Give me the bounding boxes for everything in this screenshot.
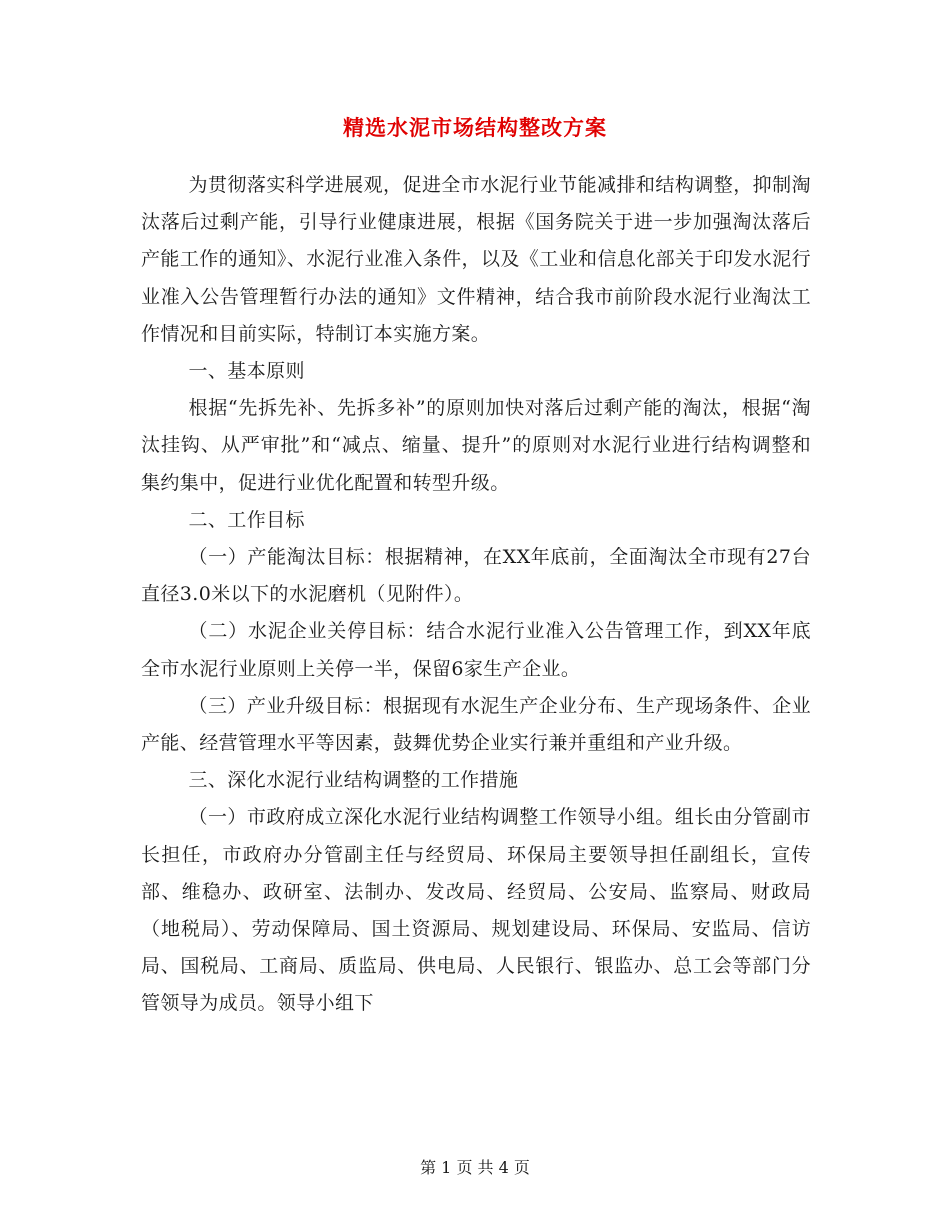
document-title: 精选水泥市场结构整改方案 [343, 115, 607, 140]
paragraph-goal-3: （三）产业升级目标：根据现有水泥生产企业分布、生产现场条件、企业产能、经营管理水平等因素，鼓舞优势企业实行兼并重组和产业升级。 [141, 694, 811, 755]
section-heading-work-goals: 二、工作目标 [188, 508, 305, 531]
paragraph-goal-2: （二）水泥企业关停目标：结合水泥行业准入公告管理工作，到XX年底全市水泥行业原则上关停一半，保留6家生产企业。 [141, 620, 811, 680]
paragraph-principles: 根据“先拆先补、先拆多补”的原则加快对落后过剩产能的淘汰，根据“淘汰挂钩、从严审批”和“减点、缩量、提升”的原则对水泥行业进行结构调整和集约集中，促进行业优化配置和转型升级。 [141, 397, 811, 494]
paragraph-measure-1: （一）市政府成立深化水泥行业结构调整工作领导小组。组长由分管副市长担任，市政府办分管副主任与经贸局、环保局主要领导担任副组长，宣传部、维稳办、政研室、法制办、发改局、经贸局、公安局、监察局、财政局（地税局）、劳动保障局、国土资源局、规划建设局、环保局、安监局、信访局、国税局、工商局、质监局、供电局、人民银行、银监办、总工会等部门分管领导为成员。领导小组下 [141, 806, 811, 1015]
page-number-footer: 第 1 页 共 4 页 [420, 1158, 530, 1177]
paragraph-intro: 为贯彻落实科学进展观，促进全市水泥行业节能减排和结构调整，抑制淘汰落后过剩产能，引导行业健康进展，根据《国务院关于进一步加强淘汰落后产能工作的通知》、水泥行业准入条件，以及《工业和信息化部关于印发水泥行业准入公告管理暂行办法的通知》文件精神，结合我市前阶段水泥行业淘汰工作情况和目前实际，特制订本实施方案。 [141, 174, 811, 345]
paragraph-goal-1: （一）产能淘汰目标：根据精神，在XX年底前，全面淘汰全市现有27台直径3.0米以下的水泥磨机（见附件）。 [141, 546, 811, 606]
document-body [141, 167, 811, 1023]
section-heading-measures: 三、深化水泥行业结构调整的工作措施 [188, 769, 519, 792]
section-heading-basic-principles: 一、基本原则 [188, 360, 305, 383]
